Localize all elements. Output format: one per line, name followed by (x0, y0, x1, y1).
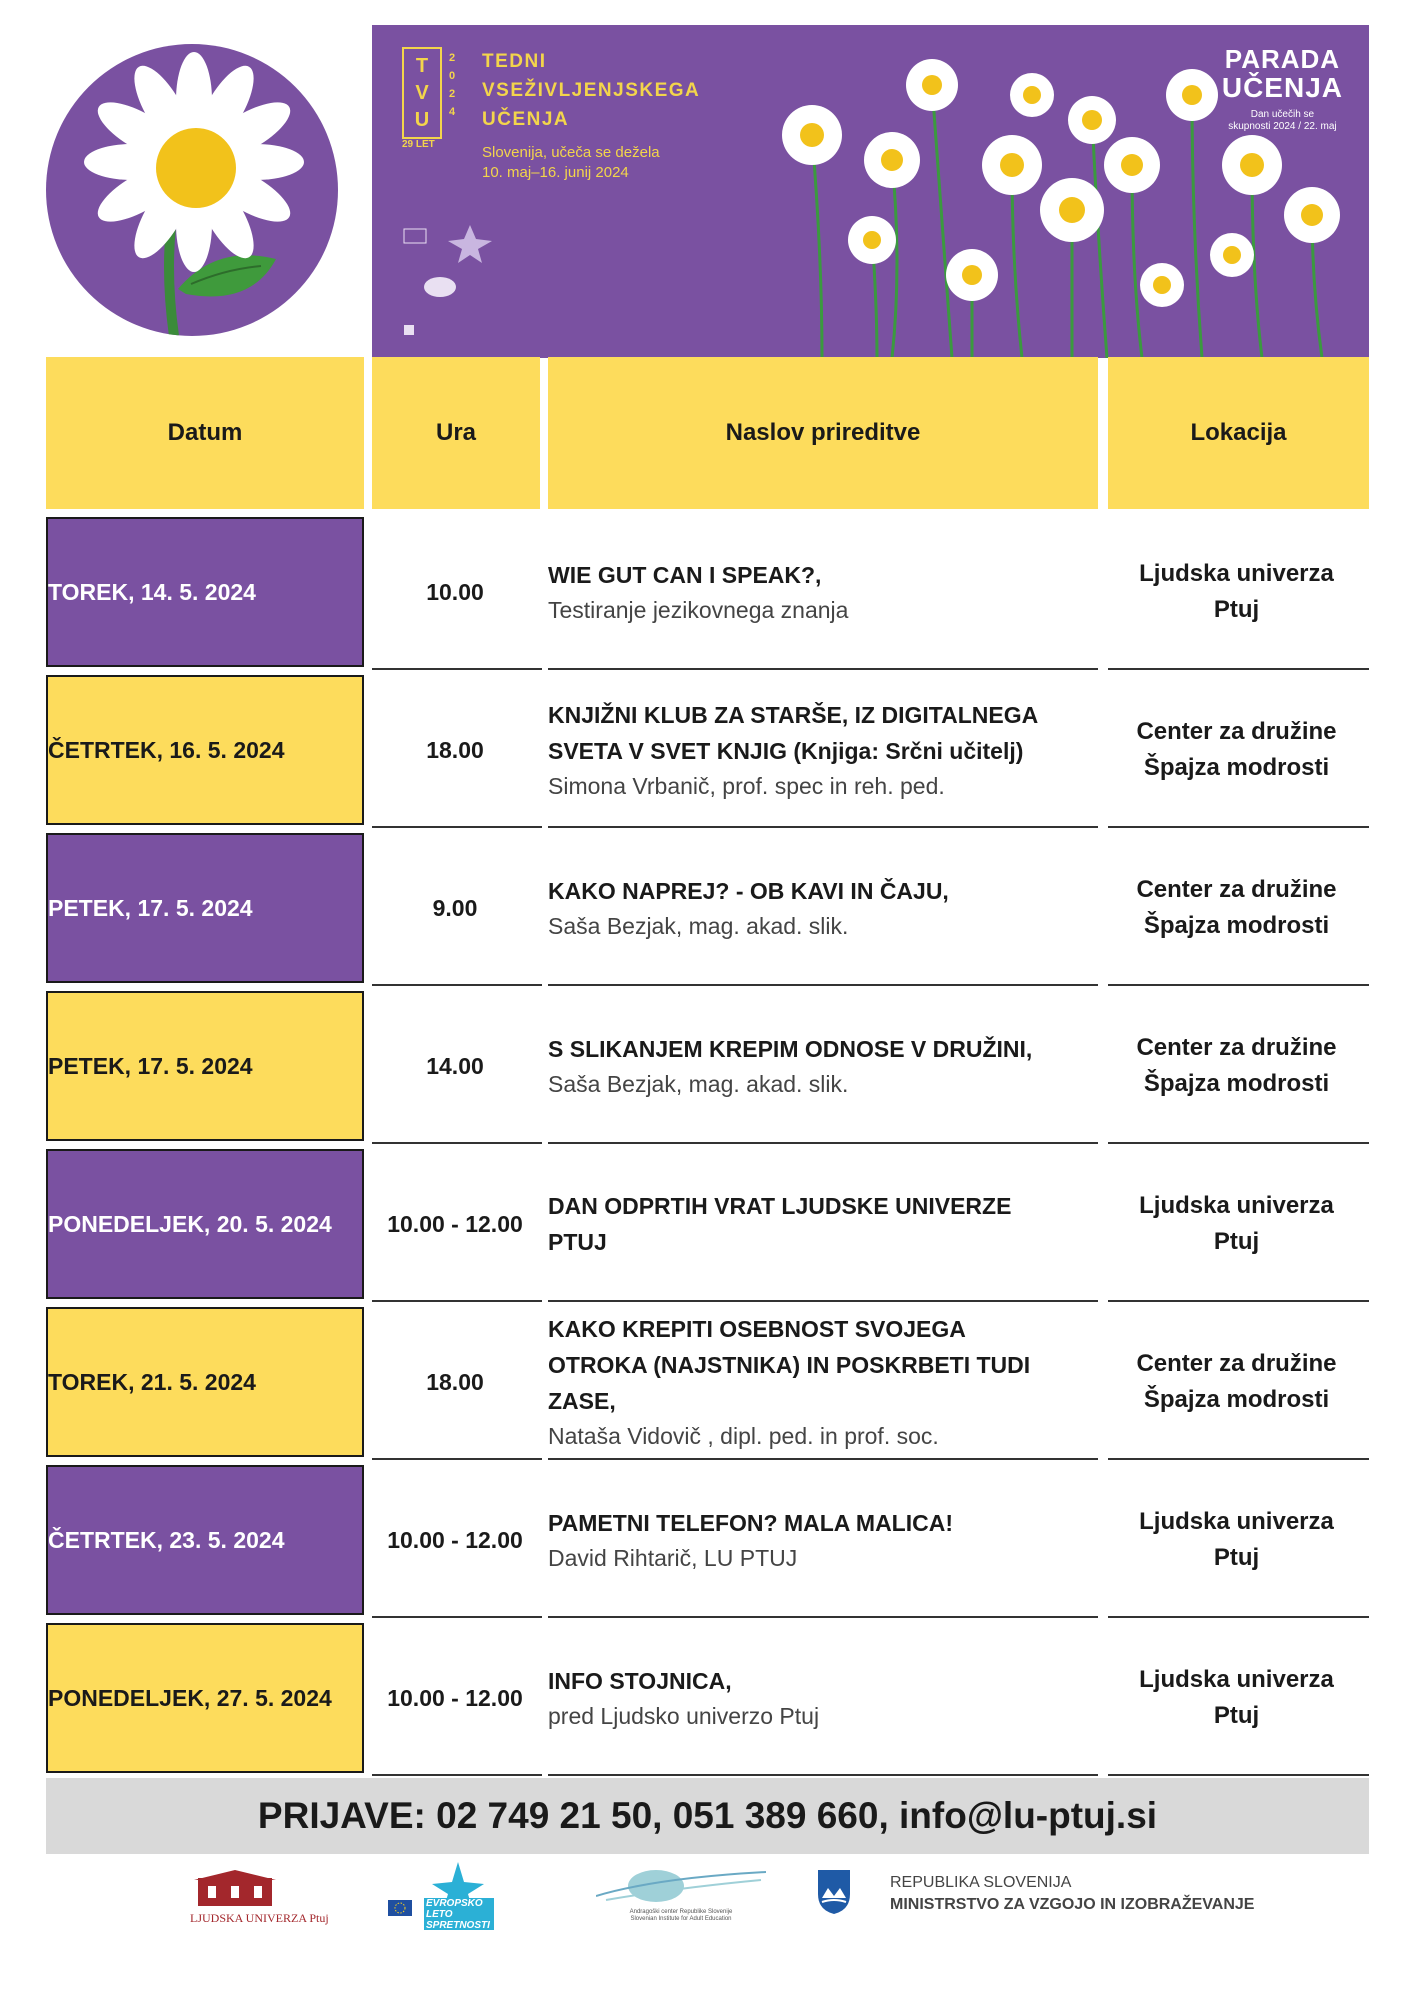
event-title-line: S SLIKANJEM KREPIM ODNOSE V DRUŽINI, (548, 1036, 1033, 1062)
event-title-line: WIE GUT CAN I SPEAK?, (548, 562, 822, 588)
tvu-year-digit: 4 (448, 106, 456, 118)
event-banner (372, 25, 1369, 358)
acs-wave-icon (596, 1868, 766, 1904)
row-divider (1108, 668, 1369, 670)
event-location-line: Špajza modrosti (1143, 1386, 1330, 1413)
tvu-letter: U (414, 109, 430, 131)
event-location-line: Ljudska univerza (1139, 1508, 1334, 1535)
event-time: 10.00 - 12.00 (387, 1526, 523, 1553)
header-datum: Datum (46, 357, 364, 509)
event-date: ČETRTEK, 23. 5. 2024 (46, 1465, 364, 1615)
event-time: 10.00 - 12.00 (387, 1684, 523, 1711)
row-divider (1108, 826, 1369, 828)
event-location-line: Ljudska univerza (1139, 560, 1334, 587)
banner-title-line: UČENJA (482, 109, 570, 130)
event-location-line: Ptuj (1213, 1228, 1260, 1255)
event-location-cell (1104, 1465, 1369, 1615)
tvu-letter: V (415, 82, 429, 104)
event-subtitle-line: pred Ljudsko univerzo Ptuj (548, 1703, 820, 1729)
event-subtitle-line: Saša Bezjak, mag. akad. slik. (548, 1071, 849, 1097)
ministry-line-2: MINISTRSTVO ZA VZGOJO IN IZOBRAŽEVANJE (890, 1896, 1255, 1913)
row-divider (548, 984, 1098, 986)
lu-ptuj-label: LJUDSKA UNIVERZA Ptuj (190, 1911, 329, 1925)
event-title-line: DAN ODPRTIH VRAT LJUDSKE UNIVERZE (548, 1193, 1012, 1219)
table-row (0, 517, 1414, 675)
eu-year-line: LETO (426, 1909, 453, 1920)
table-row (0, 1149, 1414, 1307)
tvu-letter: T (415, 55, 429, 77)
event-title-cell (548, 833, 1098, 983)
row-divider (548, 826, 1098, 828)
parada-ucenja-logo (1222, 45, 1343, 133)
table-row (0, 1307, 1414, 1465)
event-title-cell (548, 1465, 1098, 1615)
event-location-line: Center za družine (1136, 1034, 1337, 1061)
event-location-line: Ptuj (1213, 1702, 1260, 1729)
event-date: PETEK, 17. 5. 2024 (46, 991, 364, 1141)
event-subtitle-line: Saša Bezjak, mag. akad. slik. (548, 913, 849, 939)
event-location-line: Ljudska univerza (1139, 1666, 1334, 1693)
header-ura: Ura (372, 357, 540, 509)
tvu-year-digit: 2 (448, 88, 456, 100)
event-title-line: KNJIŽNI KLUB ZA STARŠE, IZ DIGITALNEGA (548, 702, 1039, 728)
banner-title (482, 47, 700, 134)
event-subtitle-line: Testiranje jezikovnega znanja (548, 597, 849, 623)
event-title-line: KAKO NAPREJ? - OB KAVI IN ČAJU, (548, 878, 949, 904)
event-title-cell (548, 1307, 1098, 1457)
event-location-cell (1104, 833, 1369, 983)
row-divider (372, 1142, 542, 1144)
registration-bar: PRIJAVE: 02 749 21 50, 051 389 660, info@lu-ptuj.si (46, 1778, 1369, 1854)
event-title-line: OTROKA (NAJSTNIKA) IN POSKRBETI TUDI (548, 1352, 1031, 1378)
event-location-cell (1104, 1307, 1369, 1457)
event-time: 18.00 (426, 1368, 484, 1395)
tvu-year-digit: 0 (448, 70, 456, 82)
row-divider (548, 1458, 1098, 1460)
partner-logos-icon (400, 225, 520, 335)
row-divider (1108, 1774, 1369, 1776)
event-location-line: Center za družine (1136, 876, 1337, 903)
acs-logo (596, 1868, 766, 1923)
row-divider (1108, 1458, 1369, 1460)
tvu-anniversary: 29 LET (402, 139, 435, 150)
parada-line-1: PARADA (1224, 44, 1341, 74)
ministry-line-1: REPUBLIKA SLOVENIJA (890, 1874, 1072, 1891)
lu-ptuj-logo (190, 1870, 329, 1926)
row-divider (372, 1458, 542, 1460)
event-location-line: Center za družine (1136, 1350, 1337, 1377)
lu-building-icon (190, 1870, 280, 1906)
row-divider (1108, 1616, 1369, 1618)
event-time: 14.00 (426, 1052, 484, 1079)
event-time: 18.00 (426, 736, 484, 763)
row-divider (372, 984, 542, 986)
event-location-line: Center za družine (1136, 718, 1337, 745)
banner-subtitle (482, 143, 660, 183)
tvu-years (446, 49, 458, 121)
event-location-cell (1104, 675, 1369, 825)
tvu-logo (402, 47, 442, 139)
banner-title-line: VSEŽIVLJENJSKEGA (482, 80, 701, 101)
event-date: TOREK, 21. 5. 2024 (46, 1307, 364, 1457)
parada-tagline-2: skupnosti 2024 / 22. maj (1228, 121, 1337, 132)
slovenia-coat-icon (814, 1868, 854, 1916)
event-location-line: Ptuj (1213, 1544, 1260, 1571)
row-divider (548, 1616, 1098, 1618)
table-row (0, 1623, 1414, 1781)
event-date: PETEK, 17. 5. 2024 (46, 833, 364, 983)
daisy-logo (46, 44, 338, 336)
event-date: TOREK, 14. 5. 2024 (46, 517, 364, 667)
row-divider (548, 1300, 1098, 1302)
event-location-line: Špajza modrosti (1143, 912, 1330, 939)
event-time: 10.00 (426, 578, 484, 605)
event-title-cell (548, 1149, 1098, 1299)
row-divider (1108, 1300, 1369, 1302)
event-title-line: PAMETNI TELEFON? MALA MALICA! (548, 1510, 954, 1536)
daisy-logo-icon (46, 44, 338, 336)
row-divider (548, 1774, 1098, 1776)
eu-year-line: EVROPSKO (426, 1898, 483, 1909)
event-title-cell (548, 517, 1098, 667)
ministry-text (890, 1872, 1254, 1916)
table-row (0, 675, 1414, 833)
header-naslov: Naslov prireditve (548, 357, 1098, 509)
event-title-line: INFO STOJNICA, (548, 1668, 732, 1694)
event-date: PONEDELJEK, 20. 5. 2024 (46, 1149, 364, 1299)
event-date: ČETRTEK, 16. 5. 2024 (46, 675, 364, 825)
event-location-line: Špajza modrosti (1143, 1070, 1330, 1097)
eu-year-line: SPRETNOSTI (426, 1920, 490, 1931)
parada-tagline-1: Dan učečih se (1250, 109, 1315, 120)
event-subtitle-line: Nataša Vidovič , dipl. ped. in prof. soc. (548, 1423, 939, 1449)
row-divider (548, 1142, 1098, 1144)
row-divider (1108, 984, 1369, 986)
acs-name-en: Slovenian Institute for Adult Education (630, 1916, 732, 1922)
event-location-line: Ptuj (1213, 596, 1260, 623)
row-divider (548, 668, 1098, 670)
row-divider (372, 826, 542, 828)
row-divider (372, 1616, 542, 1618)
table-row (0, 1465, 1414, 1623)
acs-name: Andragoški center Republike Slovenije (629, 1909, 733, 1915)
banner-dates: 10. maj–16. junij 2024 (482, 164, 629, 181)
event-location-cell (1104, 1623, 1369, 1773)
eu-year-logo (388, 1862, 518, 1937)
row-divider (372, 668, 542, 670)
tvu-year-digit: 2 (448, 52, 456, 64)
event-location-line: Ljudska univerza (1139, 1192, 1334, 1219)
event-location-line: Špajza modrosti (1143, 754, 1330, 781)
banner-title-line: TEDNI (482, 51, 547, 72)
event-date: PONEDELJEK, 27. 5. 2024 (46, 1623, 364, 1773)
parada-line-2: UČENJA (1221, 72, 1343, 103)
event-location-cell (1104, 517, 1369, 667)
row-divider (372, 1774, 542, 1776)
table-row (0, 833, 1414, 991)
event-title-line: PTUJ (548, 1229, 607, 1255)
event-location-cell (1104, 1149, 1369, 1299)
row-divider (372, 1300, 542, 1302)
header-lokacija: Lokacija (1108, 357, 1369, 509)
banner-subtitle-line: Slovenija, učeča se dežela (482, 144, 660, 161)
event-subtitle-line: David Rihtarič, LU PTUJ (548, 1545, 798, 1571)
event-title-line: SVETA V SVET KNJIG (Knjiga: Srčni učitelj) (548, 738, 1024, 764)
ministry-logo (814, 1868, 854, 1921)
row-divider (1108, 1142, 1369, 1144)
event-title-cell (548, 675, 1098, 825)
table-row (0, 991, 1414, 1149)
event-subtitle-line: Simona Vrbanič, prof. spec in reh. ped. (548, 773, 945, 799)
event-time: 9.00 (432, 894, 478, 921)
event-location-cell (1104, 991, 1369, 1141)
event-time: 10.00 - 12.00 (387, 1210, 523, 1237)
event-title-cell (548, 1623, 1098, 1773)
event-title-cell (548, 991, 1098, 1141)
tvu-letters (410, 53, 434, 134)
event-title-line: KAKO KREPITI OSEBNOST SVOJEGA (548, 1316, 966, 1342)
event-title-line: ZASE, (548, 1388, 616, 1414)
